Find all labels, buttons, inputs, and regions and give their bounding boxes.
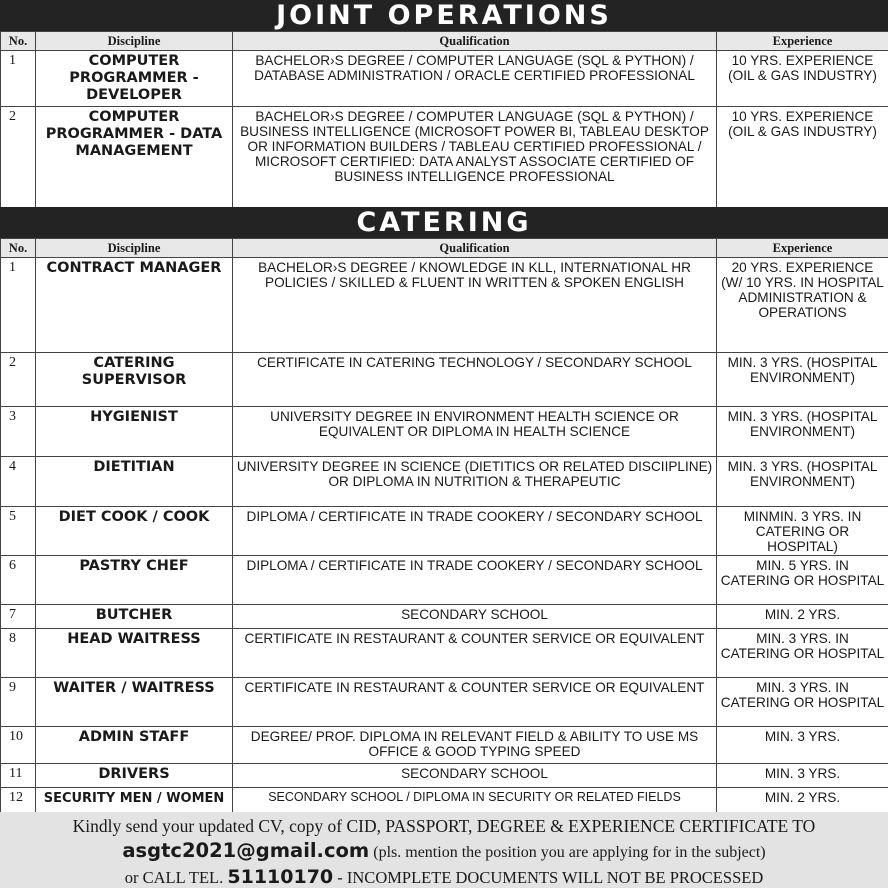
experience-cell: MIN. 3 YRS. IN CATERING OR HOSPITAL [717, 629, 888, 678]
table-row [1, 51, 888, 107]
header-experience: Experience [717, 32, 888, 51]
experience-cell: MIN. 2 YRS. [717, 605, 888, 629]
experience-cell: MINMIN. 3 YRS. IN CATERING OR HOSPITAL) [717, 507, 888, 556]
experience-cell: MIN. 3 YRS. (HOSPITAL ENVIRONMENT) [717, 457, 888, 507]
discipline-cell: DRIVERS [36, 764, 233, 788]
table-row [1, 258, 888, 353]
table-row [1, 107, 888, 208]
qualification-cell: CERTIFICATE IN RESTAURANT & COUNTER SERVICE OR EQUIVALENT [233, 678, 717, 727]
header-qualification: Qualification [233, 32, 717, 51]
header-no: No. [1, 32, 36, 51]
row-number: 2 [1, 353, 36, 407]
row-number: 9 [1, 678, 36, 727]
header-discipline: Discipline [36, 239, 233, 258]
experience-cell: 10 YRS. EXPERIENCE (OIL & GAS INDUSTRY) [717, 107, 888, 208]
qualification-cell: SECONDARY SCHOOL / DIPLOMA IN SECURITY OR RELATED FIELDS [233, 788, 717, 813]
discipline-cell: CONTRACT MANAGER [36, 258, 233, 353]
joint-operations-table [0, 31, 888, 208]
qualification-cell: BACHELOR›S DEGREE / COMPUTER LANGUAGE (SQL & PYTHON) / DATABASE ADMINISTRATION / ORACLE CERTIFIED PROFESSIONAL [233, 51, 717, 107]
experience-cell: MIN. 3 YRS. (HOSPITAL ENVIRONMENT) [717, 407, 888, 457]
table-row [1, 629, 888, 678]
header-qualification: Qualification [233, 239, 717, 258]
discipline-cell: SECURITY MEN / WOMEN [36, 788, 233, 813]
row-number: 5 [1, 507, 36, 556]
phone-prefix: or CALL TEL. [125, 868, 224, 887]
discipline-cell: HEAD WAITRESS [36, 629, 233, 678]
footer-instructions: Kindly send your updated CV, copy of CID, PASSPORT, DEGREE & EXPERIENCE CERTIFICATE TO [0, 814, 888, 838]
row-number: 1 [1, 51, 36, 107]
qualification-cell: BACHELOR›S DEGREE / COMPUTER LANGUAGE (SQL & PYTHON) / BUSINESS INTELLIGENCE (MICROSOFT POWER BI, TABLEAU DESKTOP OR INFORMATION BUILDERS / TABLEAU CERTIFIED PROFESSIONAL / MICROSOFT CERTIFIED: DATA ANALYST ASSOCIATE CERTIFIED OF BUSINESS INTELLIGENCE PROFESSIONAL [233, 107, 717, 208]
experience-cell: MIN. 5 YRS. IN CATERING OR HOSPITAL [717, 556, 888, 605]
row-number: 10 [1, 727, 36, 764]
row-number: 3 [1, 407, 36, 457]
qualification-cell: DIPLOMA / CERTIFICATE IN TRADE COOKERY / SECONDARY SCHOOL [233, 507, 717, 556]
qualification-cell: BACHELOR›S DEGREE / KNOWLEDGE IN KLL, INTERNATIONAL HR POLICIES / SKILLED & FLUENT IN WRITTEN & SPOKEN ENGLISH [233, 258, 717, 353]
table-header-row [1, 239, 888, 258]
row-number: 11 [1, 764, 36, 788]
experience-cell: MIN. 3 YRS. (HOSPITAL ENVIRONMENT) [717, 353, 888, 407]
header-experience: Experience [717, 239, 888, 258]
table-row [1, 727, 888, 764]
contact-phone[interactable]: 51110170 [227, 866, 333, 888]
qualification-cell: DEGREE/ PROF. DIPLOMA IN RELEVANT FIELD & ABILITY TO USE MS OFFICE & GOOD TYPING SPEED [233, 727, 717, 764]
row-number: 7 [1, 605, 36, 629]
qualification-cell: CERTIFICATE IN CATERING TECHNOLOGY / SECONDARY SCHOOL [233, 353, 717, 407]
row-number: 1 [1, 258, 36, 353]
table-row [1, 407, 888, 457]
catering-table [0, 238, 888, 813]
qualification-cell: SECONDARY SCHOOL [233, 605, 717, 629]
discipline-cell: PASTRY CHEF [36, 556, 233, 605]
row-number: 6 [1, 556, 36, 605]
discipline-cell: COMPUTER PROGRAMMER - DEVELOPER [36, 51, 233, 107]
row-number: 2 [1, 107, 36, 208]
table-row [1, 764, 888, 788]
table-row [1, 507, 888, 556]
discipline-cell: COMPUTER PROGRAMMER - DATA MANAGEMENT [36, 107, 233, 208]
row-number: 4 [1, 457, 36, 507]
row-number: 8 [1, 629, 36, 678]
qualification-cell: SECONDARY SCHOOL [233, 764, 717, 788]
experience-cell: MIN. 2 YRS. [717, 788, 888, 813]
phone-note: - INCOMPLETE DOCUMENTS WILL NOT BE PROCESSED [337, 868, 763, 887]
footer-email-line [0, 838, 888, 866]
table-row [1, 556, 888, 605]
discipline-cell: BUTCHER [36, 605, 233, 629]
table-row [1, 353, 888, 407]
header-no: No. [1, 239, 36, 258]
email-note: (pls. mention the position you are applying for in the subject) [373, 844, 765, 861]
experience-cell: 20 YRS. EXPERIENCE (W/ 10 YRS. IN HOSPITAL ADMINISTRATION & OPERATIONS [717, 258, 888, 353]
footer-phone-line [0, 866, 888, 889]
footer-contact [0, 812, 888, 888]
discipline-cell: CATERING SUPERVISOR [36, 353, 233, 407]
table-header-row [1, 32, 888, 51]
table-row [1, 788, 888, 813]
table-row [1, 678, 888, 727]
section-title-catering: CATERING [0, 207, 888, 238]
qualification-cell: DIPLOMA / CERTIFICATE IN TRADE COOKERY / SECONDARY SCHOOL [233, 556, 717, 605]
section-title-joint-operations: JOINT OPERATIONS [0, 0, 888, 31]
qualification-cell: UNIVERSITY DEGREE IN ENVIRONMENT HEALTH SCIENCE OR EQUIVALENT OR DIPLOMA IN HEALTH SCIENCE [233, 407, 717, 457]
experience-cell: MIN. 3 YRS. IN CATERING OR HOSPITAL [717, 678, 888, 727]
discipline-cell: DIETITIAN [36, 457, 233, 507]
discipline-cell: WAITER / WAITRESS [36, 678, 233, 727]
experience-cell: MIN. 3 YRS. [717, 727, 888, 764]
qualification-cell: UNIVERSITY DEGREE IN SCIENCE (DIETITICS OR RELATED DISCIIPLINE) OR DIPLOMA IN NUTRITION & THERAPEUTIC [233, 457, 717, 507]
qualification-cell: CERTIFICATE IN RESTAURANT & COUNTER SERVICE OR EQUIVALENT [233, 629, 717, 678]
experience-cell: MIN. 3 YRS. [717, 764, 888, 788]
discipline-cell: HYGIENIST [36, 407, 233, 457]
discipline-cell: ADMIN STAFF [36, 727, 233, 764]
contact-email[interactable]: asgtc2021@gmail.com [122, 839, 369, 862]
discipline-cell: DIET COOK / COOK [36, 507, 233, 556]
experience-cell: 10 YRS. EXPERIENCE (OIL & GAS INDUSTRY) [717, 51, 888, 107]
table-row [1, 457, 888, 507]
table-row [1, 605, 888, 629]
header-discipline: Discipline [36, 32, 233, 51]
row-number: 12 [1, 788, 36, 813]
